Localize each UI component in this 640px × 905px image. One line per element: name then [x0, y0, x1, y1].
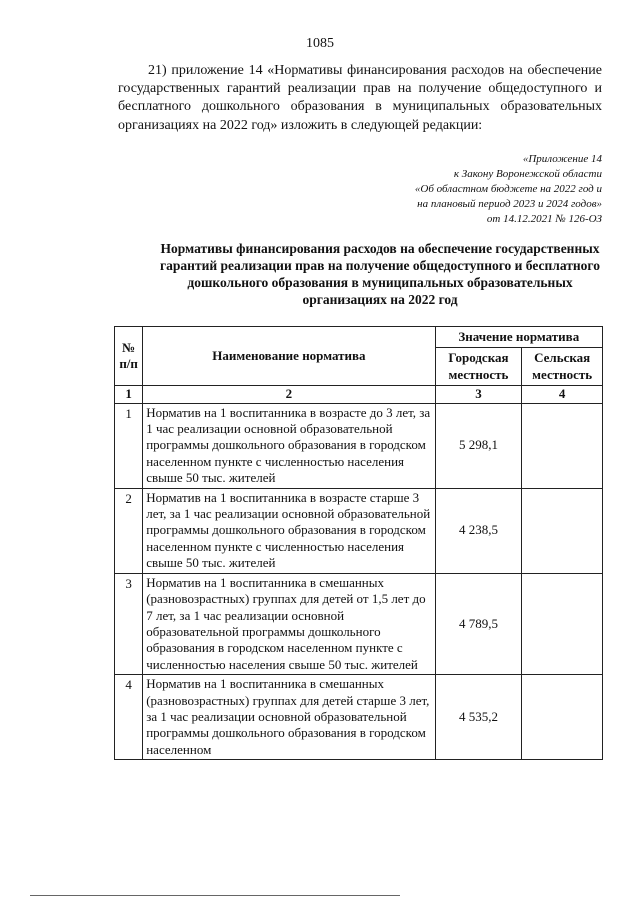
row-name: Норматив на 1 воспитанника в возрасте до 3 лет, за 1 час реализации основной образовательной программы дошкольного образования в городском населенном пункте с численностью населения свыше 50 тыс. жителей	[143, 403, 435, 488]
row-rural-value	[522, 488, 603, 573]
header-rural: Сельская местность	[522, 348, 603, 386]
row-num: 4	[115, 675, 143, 760]
index-cell: 1	[115, 386, 143, 403]
table-row	[115, 403, 603, 488]
norms-table	[114, 326, 603, 760]
row-urban-value: 4 535,2	[435, 675, 522, 760]
appendix-line: на плановый период 2023 и 2024 годов»	[417, 198, 602, 210]
row-num: 1	[115, 403, 143, 488]
row-rural-value	[522, 573, 603, 674]
table-heading: Нормативы финансирования расходов на обеспечение государственных гарантий реализации прав на получение общедоступного и бесплатного дошкольного образования в муниципальных образовательных организациях на 2022 год	[160, 241, 600, 307]
header-urban: Городская местность	[435, 348, 522, 386]
row-num: 2	[115, 488, 143, 573]
index-cell: 3	[435, 386, 522, 403]
row-urban-value: 4 238,5	[435, 488, 522, 573]
row-num: 3	[115, 573, 143, 674]
row-name: Норматив на 1 воспитанника в смешанных (разновозрастных) группах для детей старше 3 лет, за 1 час реализации основной образовательной программы дошкольного образования в городском населенном	[143, 675, 435, 760]
page-number: 1085	[306, 36, 334, 51]
table-row	[115, 488, 603, 573]
header-name: Наименование норматива	[143, 327, 435, 386]
header-value-group: Значение норматива	[435, 327, 602, 348]
row-rural-value	[522, 675, 603, 760]
row-rural-value	[522, 403, 603, 488]
table-row	[115, 675, 603, 760]
footer-divider	[30, 895, 400, 896]
appendix-line: «Об областном бюджете на 2022 год и	[414, 183, 602, 195]
table-row	[115, 573, 603, 674]
appendix-line: «Приложение 14	[522, 153, 602, 165]
index-cell: 2	[143, 386, 435, 403]
row-urban-value: 4 789,5	[435, 573, 522, 674]
intro-paragraph: 21) приложение 14 «Нормативы финансирования расходов на обеспечение государственных гарантий реализации прав на получение общедоступного и бесплатного дошкольного образования в муниципальных образовательных организациях на 2022 год» изложить в следующей редакции:	[118, 63, 602, 133]
appendix-note	[312, 152, 602, 227]
index-cell: 4	[522, 386, 603, 403]
row-name: Норматив на 1 воспитанника в смешанных (разновозрастных) группах для детей от 1,5 лет до 7 лет, за 1 час реализации основной образовательной программы дошкольного образования в городском населенном пункте с численностью населения свыше 50 тыс. жителей	[143, 573, 435, 674]
header-num: № п/п	[115, 327, 143, 386]
row-urban-value: 5 298,1	[435, 403, 522, 488]
appendix-line: к Закону Воронежской области	[453, 168, 602, 180]
row-name: Норматив на 1 воспитанника в возрасте старше 3 лет, за 1 час реализации основной образовательной программы дошкольного образования в городском населенном пункте с численностью населения свыше 50 тыс. жителей	[143, 488, 435, 573]
appendix-line: от 14.12.2021 № 126-ОЗ	[486, 213, 602, 225]
